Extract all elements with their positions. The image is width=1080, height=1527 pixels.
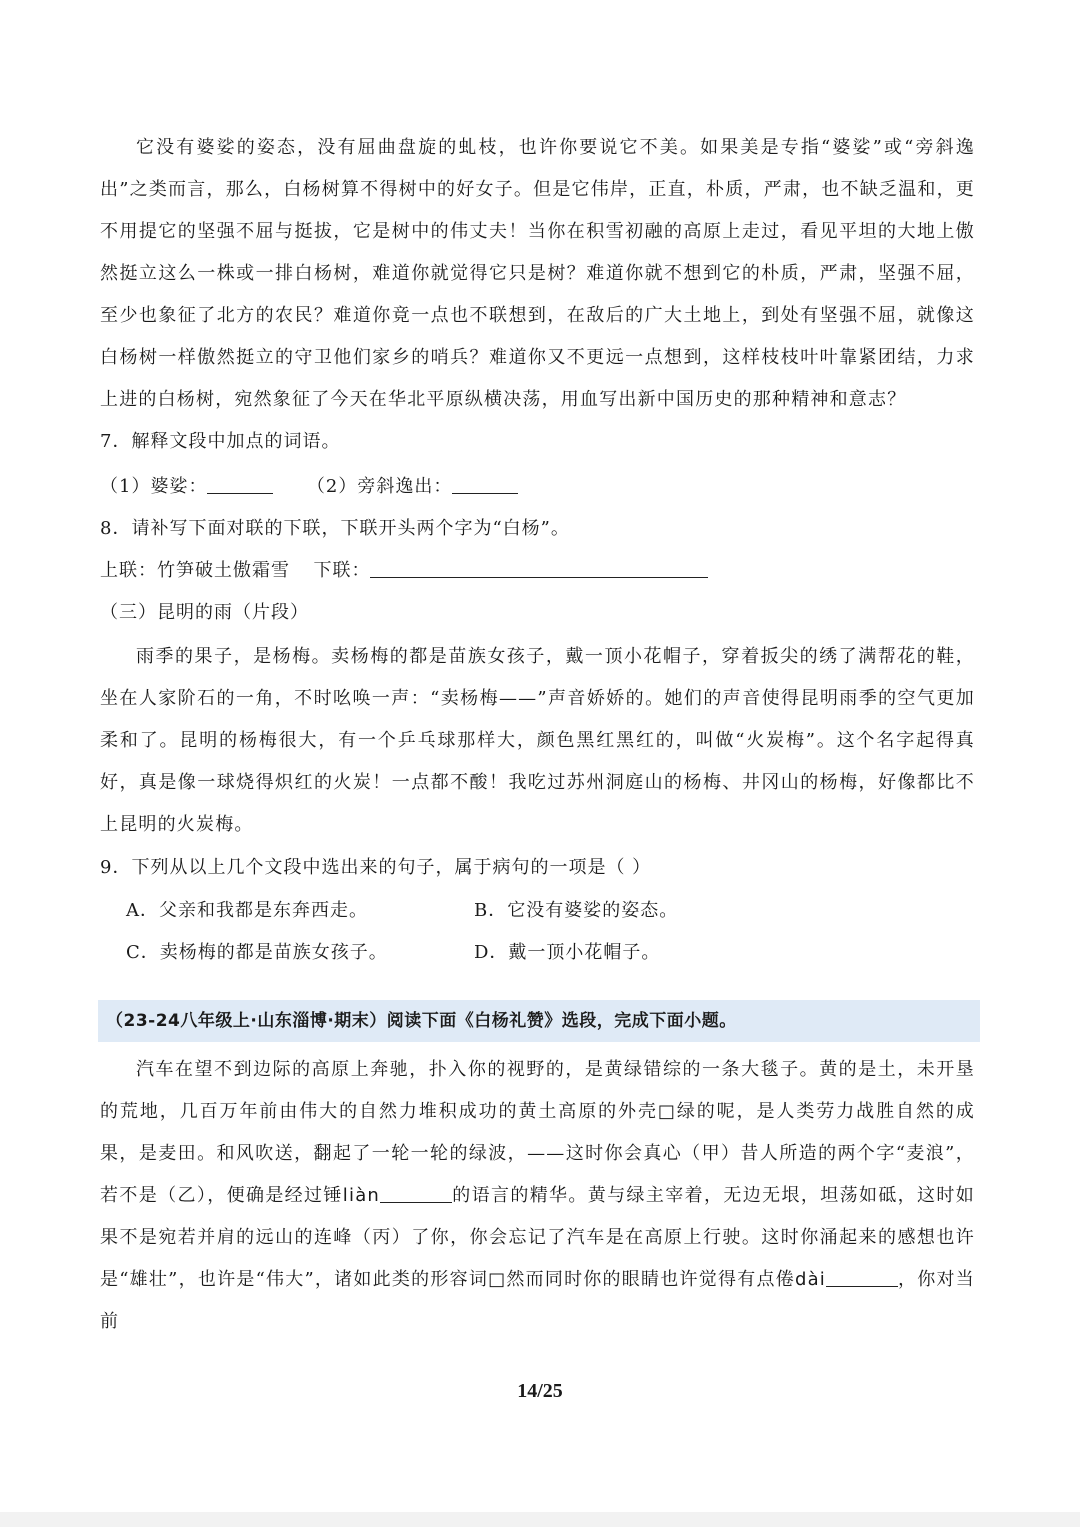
question-9-stem: 9．下列从以上几个文段中选出来的句子，属于病句的一项是（ ） — [100, 857, 652, 878]
question-7-stem: 7．解释文段中加点的词语。 — [100, 431, 341, 452]
answer-blank[interactable] — [452, 473, 518, 494]
passage-part-2: 的语言的精华。黄与绿主宰着，无边无垠，坦荡如砥，这时如果不是宛若并肩的远山的连峰（丙）了你，你会忘记了汽车是在高原上行驶。这时你涌起来的感想也许是“雄壮”，也许是“伟大”，诸如此类的形容词□然而同时你的眼睛也许觉得有点倦 — [100, 1185, 975, 1290]
passage-text — [100, 1049, 975, 1343]
option-b[interactable]: B．它没有婆娑的姿态。 — [474, 900, 679, 921]
pinyin-lian: liàn — [342, 1185, 381, 1206]
upper-couplet: 上联：竹笋破土傲霜雪 — [100, 560, 290, 581]
answer-blank[interactable] — [207, 473, 273, 494]
question-8-stem: 8．请补写下面对联的下联，下联开头两个字为“白杨”。 — [100, 518, 570, 539]
answer-blank[interactable] — [370, 557, 708, 578]
option-d[interactable]: D．戴一顶小花帽子。 — [474, 942, 661, 963]
passage-text: 它没有婆娑的姿态，没有屈曲盘旋的虬枝，也许你要说它不美。如果美是专指“婆娑”或“旁斜逸出”之类而言，那么，白杨树算不得树中的好女子。但是它伟岸，正直，朴质，严肃，也不缺乏温和，更不用提它的坚强不屈与挺拔，它是树中的伟丈夫！当你在积雪初融的高原上走过，看见平坦的大地上傲然挺立这么一株或一排白杨树，难道你就觉得它只是树？难道你就不想到它的朴质，严肃，坚强不屈，至少也象征了北方的农民？难道你竟一点也不联想到，在敌后的广大土地上，到处有坚强不屈，就像这白杨树一样傲然挺立的守卫他们家乡的哨兵？难道你又不更远一点想到，这样枝枝叶叶靠紧团结，力求上进的白杨树，宛然象征了今天在华北平原纵横决荡，用血写出新中国历史的那种精神和意志？ — [100, 137, 975, 410]
passage-baiyang-2 — [100, 1049, 975, 1343]
question-group-header: （23-24八年级上·山东淄博·期末）阅读下面《白杨礼赞》选段，完成下面小题。 — [98, 1000, 980, 1042]
lower-couplet-label: 下联： — [313, 560, 371, 581]
passage-baiyang-1 — [100, 127, 975, 421]
answer-blank[interactable] — [826, 1266, 898, 1287]
section-3-title: （三）昆明的雨（片段） — [100, 602, 309, 623]
passage-part-1: 汽车在望不到边际的高原上奔驰，扑入你的视野的，是黄绿错综的一条大毯子。黄的是土，未开垦的荒地，几百万年前由伟大的自然力堆积成功的黄土高原的外壳□绿的呢，是人类劳力战胜自然的成果，是麦田。和风吹送，翻起了一轮一轮的绿波，——这时你会真心（甲）昔人所造的两个字“麦浪”，若不是（乙），便确是经过锤 — [100, 1059, 975, 1206]
scan-bottom-edge — [0, 1512, 1080, 1527]
option-c[interactable]: C．卖杨梅的都是苗族女孩子。 — [126, 942, 388, 963]
question-7-parts — [100, 472, 518, 502]
page-number: 14/25 — [517, 1380, 563, 1402]
q7-part2-label: （2）旁斜逸出： — [306, 476, 453, 497]
passage-kunming-rain — [100, 636, 975, 846]
answer-blank[interactable] — [380, 1182, 452, 1203]
passage-part-3: ，你对当前 — [100, 1269, 975, 1332]
passage-text: 雨季的果子，是杨梅。卖杨梅的都是苗族女孩子，戴一顶小花帽子，穿着扳尖的绣了满帮花的鞋，坐在人家阶石的一角，不时吆唤一声：“卖杨梅——”声音娇娇的。她们的声音使得昆明雨季的空气更加柔和了。昆明的杨梅很大，有一个乒乓球那样大，颜色黑红黑红的，叫做“火炭梅”。这个名字起得真好，真是像一球烧得炽红的火炭！一点都不酸！我吃过苏州洞庭山的杨梅、井冈山的杨梅，好像都比不上昆明的火炭梅。 — [100, 646, 975, 835]
q7-part1-label: （1）婆娑： — [100, 476, 208, 497]
option-a[interactable]: A．父亲和我都是东奔西走。 — [126, 900, 368, 921]
question-8-couplet — [100, 556, 708, 586]
pinyin-dai: dài — [794, 1269, 827, 1290]
